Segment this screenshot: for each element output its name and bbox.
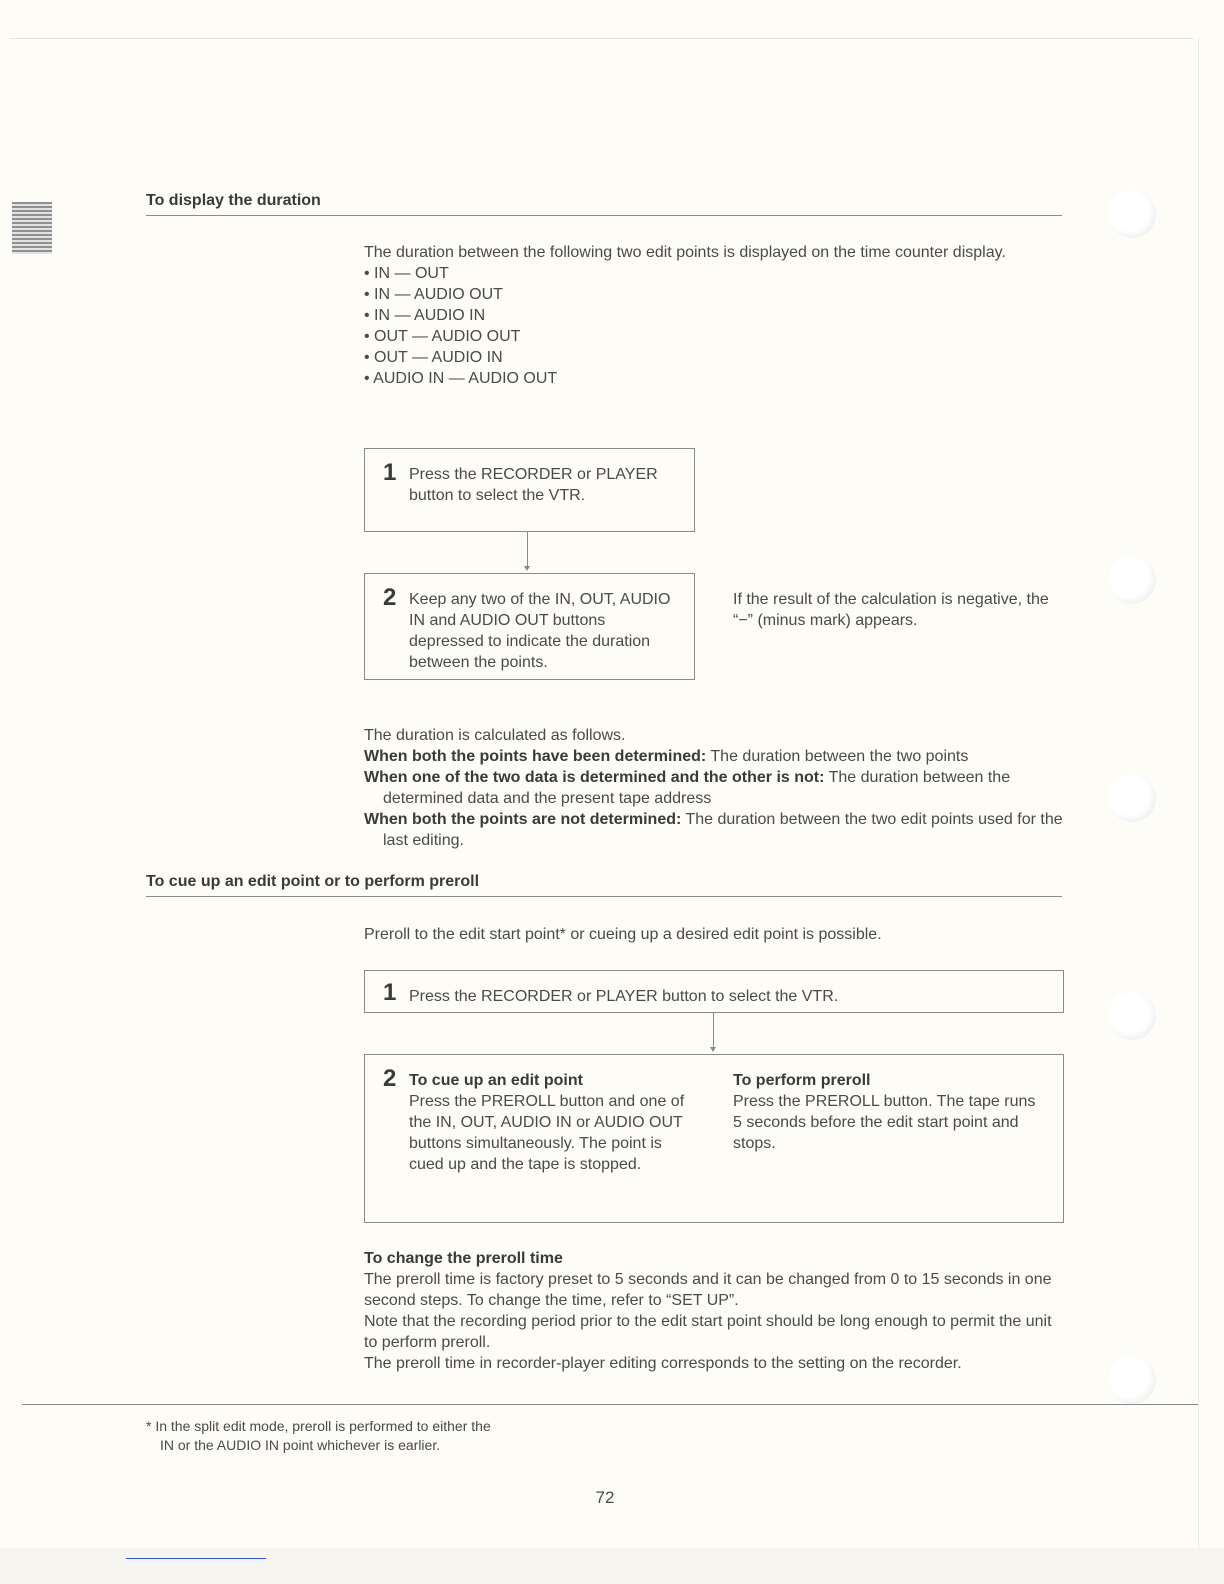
edit-point-pairs-list — [364, 263, 1054, 389]
list-item: • OUT — AUDIO IN — [364, 349, 503, 366]
change-preroll-line: The preroll time is factory preset to 5 seconds and it can be changed from 0 to 15 seconds in one second steps. To change the time, refer to “SET UP”. — [364, 1271, 1052, 1309]
calc-rule-label: When one of the two data is determined and the other is not: — [364, 769, 825, 786]
calc-rule — [364, 767, 1064, 809]
preroll-intro: Preroll to the edit start point* or cueing up a desired edit point is possible. — [364, 926, 882, 943]
calc-rule — [364, 809, 1064, 851]
binder-hole — [1108, 992, 1156, 1040]
preroll-step-1-box — [364, 970, 1064, 1013]
calc-rule — [364, 746, 1064, 767]
cue-edit-point-block — [409, 1070, 689, 1175]
step-number: 2 — [383, 584, 397, 611]
margin-index-tab — [12, 202, 52, 254]
cue-edit-point-title: To cue up an edit point — [409, 1072, 583, 1089]
list-item: • IN — OUT — [364, 265, 449, 282]
footnote-line: * In the split edit mode, preroll is performed to either the — [146, 1418, 491, 1434]
change-preroll-time — [364, 1248, 1054, 1374]
list-item: • IN — AUDIO IN — [364, 307, 486, 324]
flow-arrow-icon — [524, 566, 530, 571]
duration-intro-text: The duration between the following two edit points is displayed on the time counter display. — [364, 244, 1006, 261]
section-heading-cue-preroll: To cue up an edit point or to perform preroll — [146, 873, 1062, 897]
calc-rule-label: When both the points are not determined: — [364, 811, 682, 828]
section-heading-display-duration: To display the duration — [146, 192, 1062, 216]
page-edge-right — [1198, 38, 1199, 1548]
cue-edit-point-text: Press the PREROLL button and one of the IN, OUT, AUDIO IN or AUDIO OUT buttons simultaneously. The point is cued up and the tape is stopped. — [409, 1093, 685, 1173]
perform-preroll-block — [733, 1070, 1043, 1154]
binder-hole — [1108, 190, 1156, 238]
page-number: 72 — [595, 1488, 615, 1507]
step-1-box — [364, 448, 695, 532]
step-2-text: Keep any two of the IN, OUT, AUDIO IN and AUDIO OUT buttons depressed to indicate the duration between the points. — [409, 591, 671, 671]
preroll-step-2-box — [364, 1054, 1064, 1223]
footnote — [146, 1417, 626, 1455]
list-item: • IN — AUDIO OUT — [364, 286, 503, 303]
step-number: 2 — [383, 1065, 397, 1092]
bottom-strip — [0, 1548, 1224, 1584]
binder-hole — [1108, 1356, 1156, 1404]
calculation-intro: The duration is calculated as follows. — [364, 727, 626, 744]
calc-rule-text: The duration between the two edit points used for the last editing. — [383, 811, 1063, 849]
change-preroll-line: Note that the recording period prior to the edit start point should be long enough to permit the unit to perform preroll. — [364, 1313, 1052, 1351]
duration-intro — [364, 242, 1054, 389]
negative-result-note: If the result of the calculation is negative, the “−” (minus mark) appears. — [733, 591, 1049, 629]
change-preroll-line: The preroll time in recorder-player editing corresponds to the setting on the recorder. — [364, 1355, 962, 1372]
perform-preroll-title: To perform preroll — [733, 1072, 871, 1089]
footnote-line: IN or the AUDIO IN point whichever is earlier. — [160, 1437, 441, 1453]
perform-preroll-text: Press the PREROLL button. The tape runs 5 seconds before the edit start point and stops. — [733, 1093, 1036, 1152]
page-edge-top — [10, 38, 1194, 39]
list-item: • AUDIO IN — AUDIO OUT — [364, 370, 558, 387]
bottom-link-underline — [126, 1558, 266, 1559]
calc-rule-text: The duration between the determined data and the present tape address — [383, 769, 1011, 807]
list-item: • OUT — AUDIO OUT — [364, 328, 521, 345]
step-1-text: Press the RECORDER or PLAYER button to select the VTR. — [409, 466, 658, 504]
flow-connector — [527, 532, 528, 568]
calculation-rules — [364, 725, 1064, 851]
flow-arrow-icon — [710, 1047, 716, 1052]
step-number: 1 — [383, 979, 397, 1006]
calc-rule-text: The duration between the two points — [706, 748, 969, 765]
binder-hole — [1108, 556, 1156, 604]
change-preroll-title: To change the preroll time — [364, 1250, 563, 1267]
flow-connector — [713, 1013, 714, 1049]
preroll-step-1-text: Press the RECORDER or PLAYER button to select the VTR. — [409, 988, 839, 1005]
footer-rule — [22, 1404, 1198, 1405]
step-number: 1 — [383, 459, 397, 486]
step-2-box — [364, 573, 695, 680]
calc-rule-label: When both the points have been determined: — [364, 748, 707, 765]
binder-hole — [1108, 774, 1156, 822]
